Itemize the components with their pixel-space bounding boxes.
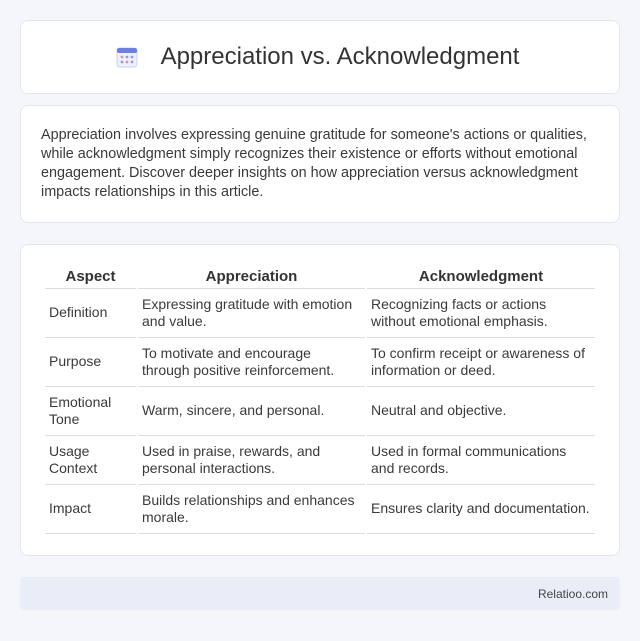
table-row [45,485,595,534]
comparison-card [20,244,620,556]
cell-aspect: Usage Context [45,436,136,485]
table-row [45,289,595,338]
intro-text: Appreciation involves expressing genuine gratitude for someone's actions or qualities, while acknowledgment simply recognizes their existence or efforts without emotional engagement. Discover deeper insights on how appreciation versus acknowledgment impacts relationships in this article. [41,127,587,200]
comparison-table [43,267,597,534]
cell-aspect: Purpose [45,338,136,387]
title-card [20,20,620,94]
cell-appreciation: Builds relationships and enhances morale. [138,485,365,534]
table-header-row [45,267,595,289]
intro-card [20,105,620,223]
cell-aspect: Emotional Tone [45,387,136,436]
cell-appreciation: Used in praise, rewards, and personal interactions. [138,436,365,485]
cell-appreciation: Warm, sincere, and personal. [138,387,365,436]
header-appreciation: Appreciation [138,267,365,289]
table-row [45,387,595,436]
cell-aspect: Definition [45,289,136,338]
cell-acknowledgment: To confirm receipt or awareness of information or deed. [367,338,595,387]
footer-brand-link[interactable]: Relatioo.com [537,586,608,601]
cell-acknowledgment: Used in formal communications and records. [367,436,595,485]
cell-acknowledgment: Recognizing facts or actions without emotional emphasis. [367,289,595,338]
table-row [45,338,595,387]
calendar-icon [115,45,139,69]
cell-appreciation: To motivate and encourage through positive reinforcement. [138,338,365,387]
cell-acknowledgment: Ensures clarity and documentation. [367,485,595,534]
header-acknowledgment: Acknowledgment [367,267,595,289]
header-aspect: Aspect [45,267,136,289]
page-title: Appreciation vs. Acknowledgment [160,43,520,70]
table-row [45,436,595,485]
cell-acknowledgment: Neutral and objective. [367,387,595,436]
cell-aspect: Impact [45,485,136,534]
footer-bar [20,577,620,610]
cell-appreciation: Expressing gratitude with emotion and value. [138,289,365,338]
